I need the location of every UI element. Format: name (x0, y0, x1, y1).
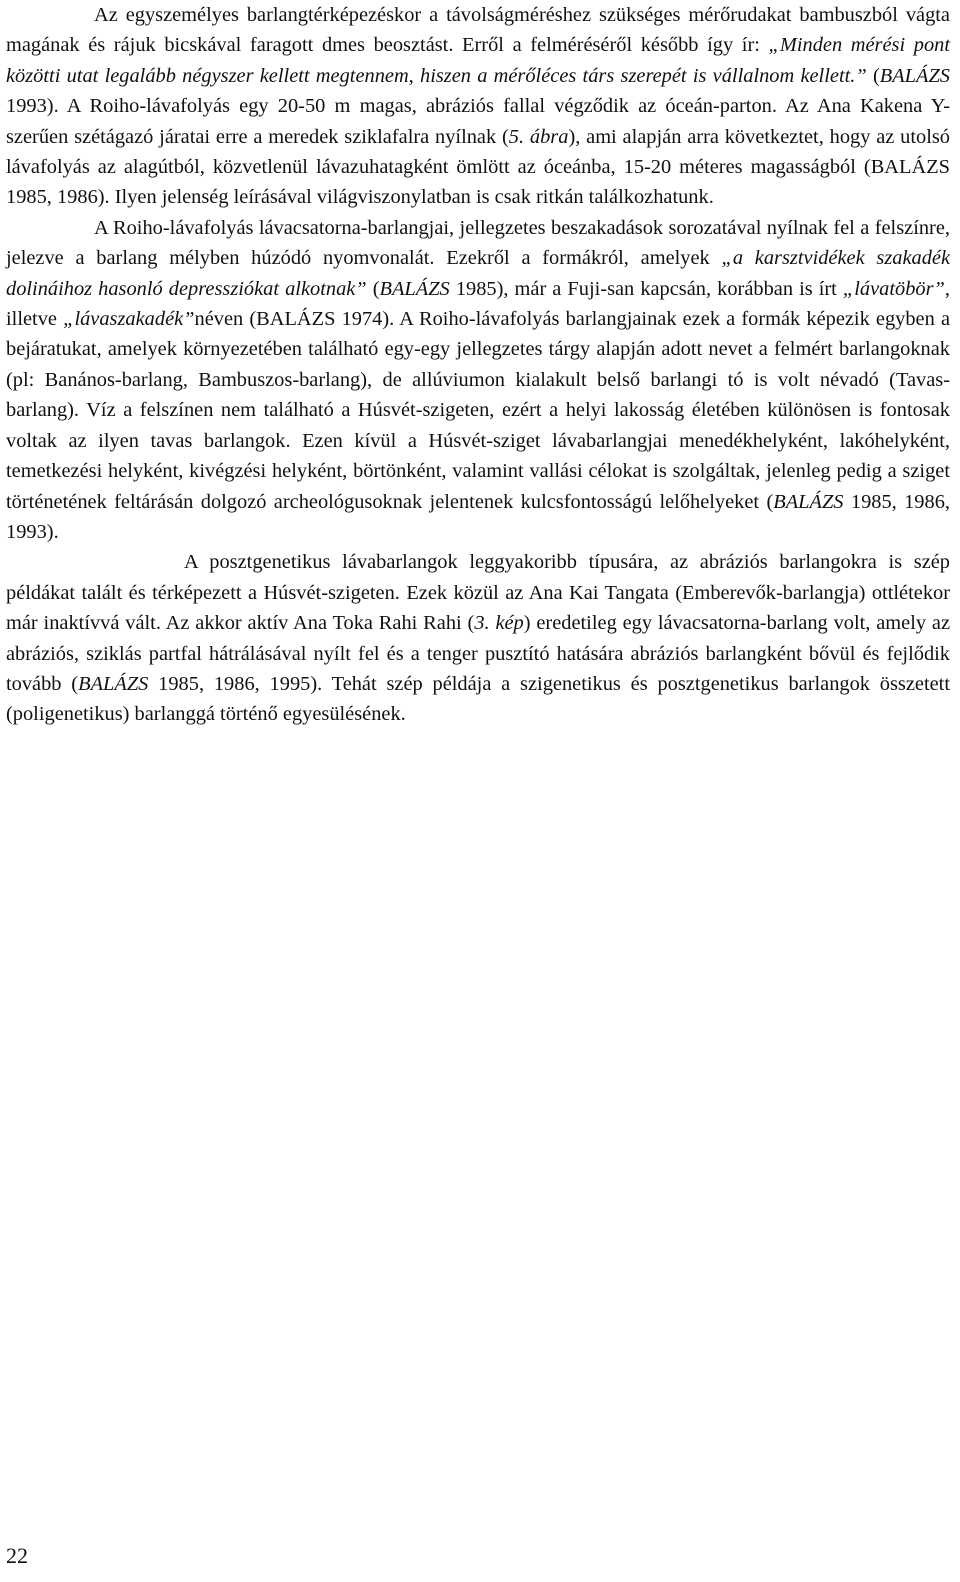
body-text: A posztgenetikus lávabarlangok leggyakoribb típusára, az abráziós barlangokra is szép példákat talált és térképezett a Húsvét-szigeten. Ezek közül az Ana Kai Tangata (Emberevők-barlangja) ottlétekor már inaktívvá vált. Az akkor aktív Ana Toka Rahi Rahi ( (6, 551, 950, 635)
body-text: Az egyszemélyes barlangtérképezéskor a távolságméréshez szükséges mérőrudakat bambuszból vágta magának és rájuk bicskával faragott dmes beosztást. Erről a felméréséről később így ír: (6, 4, 950, 57)
italic-text: BALÁZS (879, 64, 950, 87)
body-text: ( (866, 64, 880, 87)
paragraph-3 (6, 547, 950, 729)
page-number: 22 (6, 1543, 28, 1568)
italic-text: „lávatöbör” (842, 277, 945, 300)
body-text: 1993). A Roiho-lávafolyás egy 20-50 m magas, abráziós fallal végződik az óceán-parton. Az Ana Kakena Y-szerűen szétágazó járatai erre a meredek sziklafalra nyílnak ( (6, 95, 950, 148)
body-text: , illetve (6, 277, 950, 331)
body-text: ) eredetileg egy lávacsatorna-barlang volt, amely az abráziós, sziklás partfal hátrálásával nyílt fel és a tenger pusztító hatására abráziós barlangként bővül és fejlődik tovább ( (6, 612, 950, 695)
italic-text: 3. kép (474, 612, 524, 635)
body-text: ), ami alapján arra következtet, hogy az utolsó lávafolyás az alagútból, közvetlenül lávazuhatagként ömlött az óceánba, 15-20 méteres magasságból (BALÁZS 1985, 1986). Ilyen jelenség leírásával világviszonylatban is csak ritkán találkozhatunk. (6, 125, 950, 209)
italic-text: 5. ábra (508, 125, 569, 148)
italic-text: „a karsztvidékek szakadék dolináihoz hasonló depressziókat alkotnak” (6, 247, 950, 300)
italic-text: „lávaszakadék” (63, 308, 195, 331)
paragraph-2 (6, 213, 950, 547)
body-text: néven (BALÁZS 1974). A Roiho-lávafolyás barlangjainak ezek a formák képezik egyben a bejáratukat, amelyek környezetében található egy-egy jellegzetes tárgy alapján adott nevet a felmért barlangoknak (pl: Banános-barlang, Bambuszos-barlang), de allúviumon kialakult belső barlangi tó is volt névadó (Tavas-barlang). Víz a felszínen nem található a Húsvét-szigeten, ezért a helyi lakosság életében különösen is fontosak voltak az ilyen tavas barlangok. Ezen kívül a Húsvét-sziget lávabarlangjai menedékhelyként, lakóhelyként, temetkezési helyként, kivégzési helyként, börtönként, valamint vallási célokat is szolgáltak, jelenleg pedig a sziget történetének feltárásán dolgozó archeológusoknak jelentenek kulcsfontosságú lelőhelyeket ( (6, 308, 950, 513)
italic-text: BALÁZS (78, 672, 149, 695)
body-text: 1985, 1986, 1993). (6, 490, 950, 543)
italic-text: BALÁZS (379, 277, 450, 300)
italic-text: BALÁZS (773, 490, 844, 513)
body-text: A Roiho-lávafolyás lávacsatorna-barlangjai, jellegzetes beszakadások sorozatával nyílnak fel a felszínre, jelezve a barlang mélyben húzódó nyomvonalát. Ezekről a formákról, amelyek (6, 216, 950, 270)
paragraph-1 (6, 0, 950, 213)
body-text: 1985), már a Fuji-san kapcsán, korábban is írt (449, 277, 843, 300)
italic-text: „Minden mérési pont közötti utat legalább négyszer kellett megtennem, hiszen a mérőléces társ szerepét is vállalnom kellett.” (6, 34, 950, 87)
document-page (6, 0, 950, 730)
body-text: 1985, 1986, 1995). Tehát szép példája a szigenetikus és posztgenetikus barlangok összetett (poligenetikus) barlanggá történő egyesülésének. (6, 672, 951, 726)
body-text: ( (366, 277, 380, 300)
